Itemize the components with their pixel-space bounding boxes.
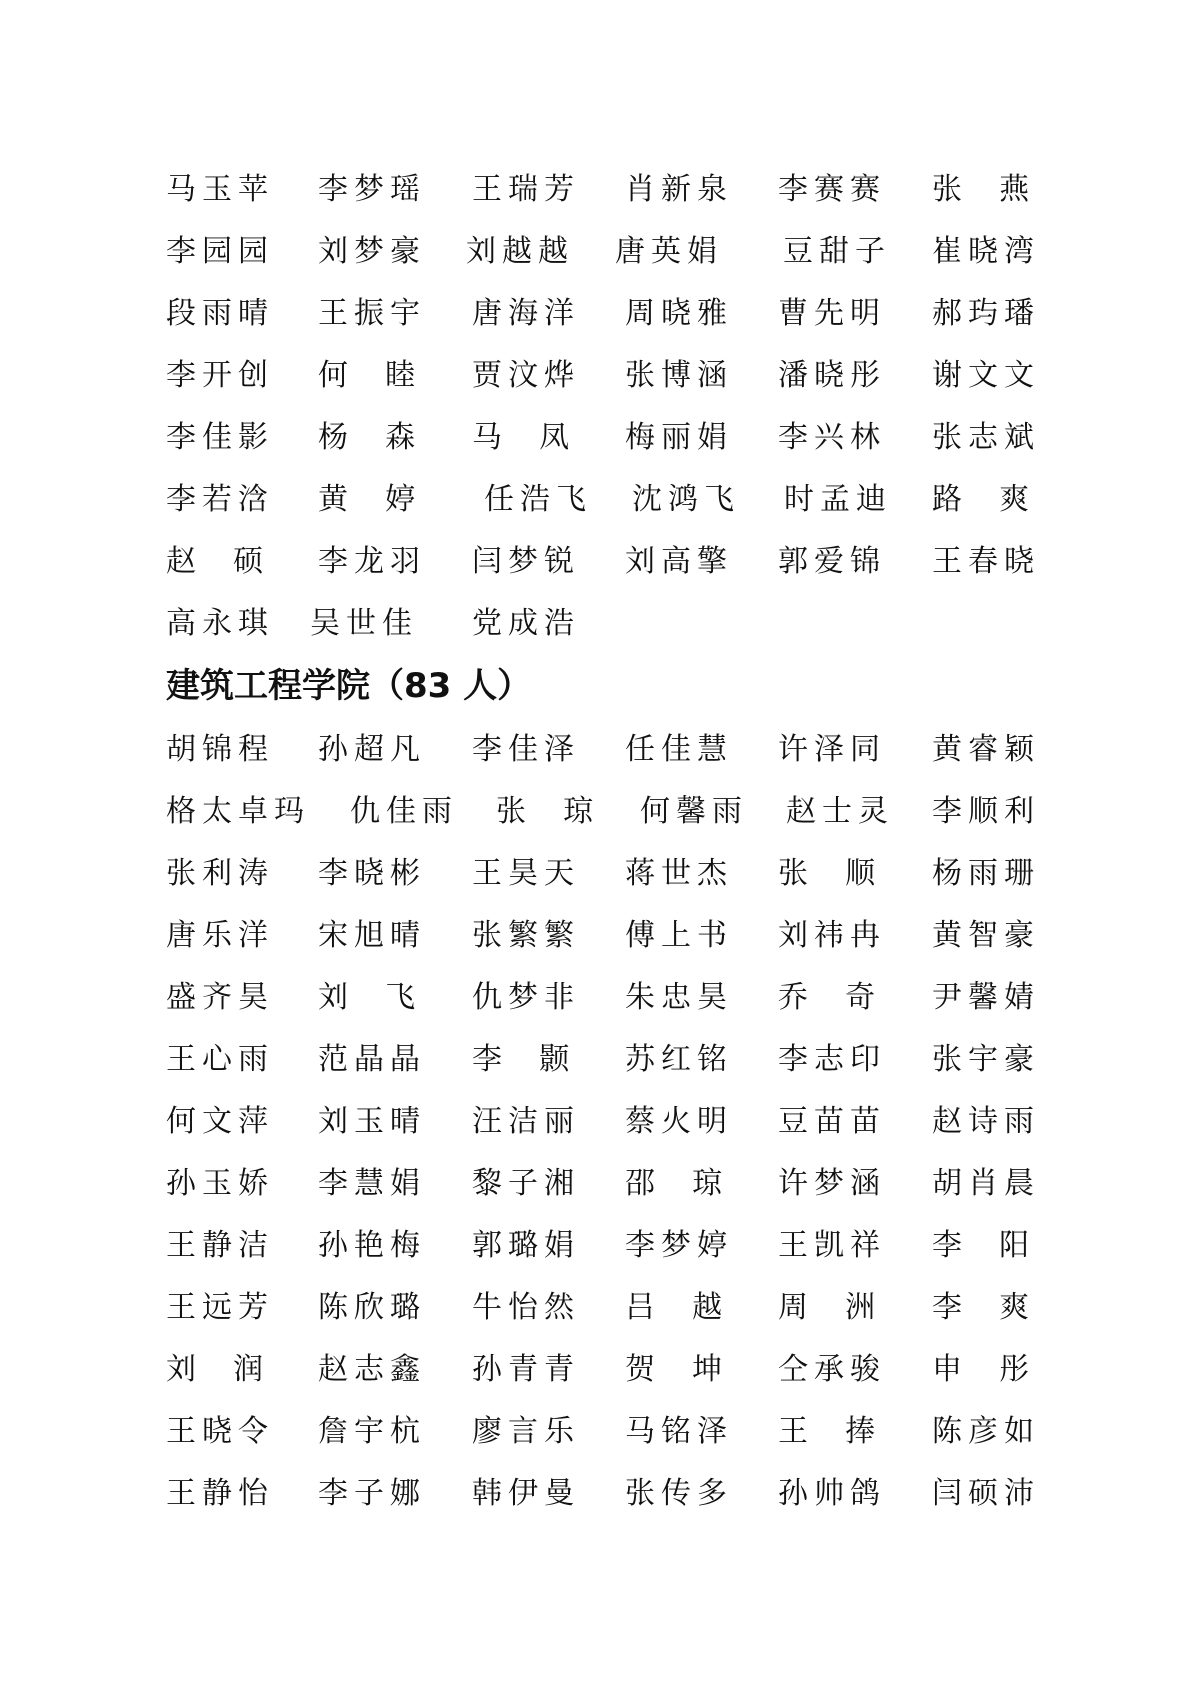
- person-name: 何 睦: [318, 358, 422, 393]
- person-name: 李兴林: [778, 420, 886, 455]
- person-name: 黎子湘: [472, 1166, 580, 1201]
- person-name: 李龙羽: [318, 544, 426, 579]
- person-name: 李佳泽: [472, 732, 580, 767]
- person-name: 刘高擎: [625, 544, 733, 579]
- person-name: 路 爽: [932, 482, 1036, 517]
- person-name: 李若浛: [166, 482, 274, 517]
- person-name: 王静怡: [166, 1476, 274, 1511]
- person-name: 李赛赛: [778, 172, 886, 207]
- person-name: 范晶晶: [318, 1042, 426, 1077]
- person-name: 仇梦非: [472, 980, 580, 1015]
- person-name: 周 洲: [778, 1290, 882, 1325]
- person-name: 李 爽: [932, 1290, 1036, 1325]
- person-name: 贺 坤: [625, 1352, 729, 1387]
- person-name: 李顺利: [932, 794, 1040, 829]
- person-name: 刘越越: [466, 234, 574, 269]
- person-name: 黄智豪: [932, 918, 1040, 953]
- person-name: 黄 婷: [318, 482, 422, 517]
- person-name: 盛齐昊: [166, 980, 274, 1015]
- person-name: 孙玉娇: [166, 1166, 274, 1201]
- person-name: 黄睿颖: [932, 732, 1040, 767]
- person-name: 许梦涵: [778, 1166, 886, 1201]
- person-name: 蒋世杰: [625, 856, 733, 891]
- person-name: 仝承骏: [778, 1352, 886, 1387]
- person-name: 张 琼: [496, 794, 600, 829]
- person-name: 尹馨婧: [932, 980, 1040, 1015]
- person-name: 张繁繁: [472, 918, 580, 953]
- person-name: 时孟迪: [784, 482, 892, 517]
- person-name: 苏红铭: [625, 1042, 733, 1077]
- person-name: 王 捧: [778, 1414, 882, 1449]
- person-name: 刘梦豪: [318, 234, 426, 269]
- person-name: 郭璐娟: [472, 1228, 580, 1263]
- person-name: 张志斌: [932, 420, 1040, 455]
- person-name: 张宇豪: [932, 1042, 1040, 1077]
- person-name: 张 燕: [932, 172, 1036, 207]
- person-name: 胡锦程: [166, 732, 274, 767]
- person-name: 王昊天: [472, 856, 580, 891]
- person-name: 闫梦锐: [472, 544, 580, 579]
- person-name: 刘祎冉: [778, 918, 886, 953]
- person-name: 党成浩: [472, 606, 580, 641]
- person-name: 傅上书: [625, 918, 733, 953]
- person-name: 崔晓湾: [932, 234, 1040, 269]
- person-name: 郝玙璠: [932, 296, 1040, 331]
- person-name: 宋旭晴: [318, 918, 426, 953]
- person-name: 乔 奇: [778, 980, 882, 1015]
- person-name: 唐乐洋: [166, 918, 274, 953]
- person-name: 李园园: [166, 234, 274, 269]
- person-name: 贾汶烨: [472, 358, 580, 393]
- person-name: 赵士灵: [786, 794, 894, 829]
- person-name: 肖新泉: [625, 172, 733, 207]
- person-name: 杨雨珊: [932, 856, 1040, 891]
- person-name: 唐英娟: [615, 234, 723, 269]
- person-name: 李开创: [166, 358, 274, 393]
- person-name: 何馨雨: [640, 794, 748, 829]
- person-name: 豆甜子: [783, 234, 891, 269]
- person-name: 牛怡然: [472, 1290, 580, 1325]
- person-name: 王凯祥: [778, 1228, 886, 1263]
- section-heading: 建筑工程学院（83 人）: [166, 666, 532, 706]
- person-name: 王振宇: [318, 296, 426, 331]
- person-name: 仇佳雨: [350, 794, 458, 829]
- person-name: 吴世佳: [310, 606, 418, 641]
- person-name: 李晓彬: [318, 856, 426, 891]
- person-name: 詹宇杭: [318, 1414, 426, 1449]
- person-name: 唐海洋: [472, 296, 580, 331]
- person-name: 周晓雅: [625, 296, 733, 331]
- person-name: 蔡火明: [625, 1104, 733, 1139]
- person-name: 任浩飞: [484, 482, 592, 517]
- person-name: 闫硕沛: [932, 1476, 1040, 1511]
- person-name: 李慧娟: [318, 1166, 426, 1201]
- person-name: 韩伊曼: [472, 1476, 580, 1511]
- person-name: 陈欣璐: [318, 1290, 426, 1325]
- person-name: 马玉苹: [166, 172, 274, 207]
- person-name: 李 阳: [932, 1228, 1036, 1263]
- person-name: 汪洁丽: [472, 1104, 580, 1139]
- person-name: 王远芳: [166, 1290, 274, 1325]
- person-name: 马铭泽: [625, 1414, 733, 1449]
- person-name: 李志印: [778, 1042, 886, 1077]
- person-name: 邵 琼: [625, 1166, 729, 1201]
- person-name: 王心雨: [166, 1042, 274, 1077]
- person-name: 赵诗雨: [932, 1104, 1040, 1139]
- person-name: 高永琪: [166, 606, 274, 641]
- person-name: 李佳影: [166, 420, 274, 455]
- person-name: 格太卓玛: [166, 794, 310, 829]
- person-name: 李梦婷: [625, 1228, 733, 1263]
- person-name: 沈鸿飞: [632, 482, 740, 517]
- person-name: 赵志鑫: [318, 1352, 426, 1387]
- person-name: 赵 硕: [166, 544, 270, 579]
- person-name: 王春晓: [932, 544, 1040, 579]
- person-name: 张传多: [625, 1476, 733, 1511]
- person-name: 李 颢: [472, 1042, 576, 1077]
- person-name: 张利涛: [166, 856, 274, 891]
- person-name: 谢文文: [932, 358, 1040, 393]
- person-name: 刘玉晴: [318, 1104, 426, 1139]
- person-name: 许泽同: [778, 732, 886, 767]
- person-name: 潘晓彤: [778, 358, 886, 393]
- person-name: 李梦瑶: [318, 172, 426, 207]
- person-name: 刘 润: [166, 1352, 270, 1387]
- person-name: 李子娜: [318, 1476, 426, 1511]
- person-name: 马 凤: [472, 420, 576, 455]
- person-name: 廖言乐: [472, 1414, 580, 1449]
- person-name: 豆苗苗: [778, 1104, 886, 1139]
- person-name: 杨 森: [318, 420, 422, 455]
- person-name: 何文萍: [166, 1104, 274, 1139]
- person-name: 孙青青: [472, 1352, 580, 1387]
- person-name: 胡肖晨: [932, 1166, 1040, 1201]
- person-name: 郭爱锦: [778, 544, 886, 579]
- person-name: 王晓令: [166, 1414, 274, 1449]
- person-name: 王瑞芳: [472, 172, 580, 207]
- person-name: 申 彤: [932, 1352, 1036, 1387]
- person-name: 张博涵: [625, 358, 733, 393]
- person-name: 朱忠昊: [625, 980, 733, 1015]
- person-name: 孙帅鸽: [778, 1476, 886, 1511]
- person-name: 梅丽娟: [625, 420, 733, 455]
- person-name: 孙超凡: [318, 732, 426, 767]
- person-name: 段雨晴: [166, 296, 274, 331]
- person-name: 刘 飞: [318, 980, 422, 1015]
- person-name: 任佳慧: [625, 732, 733, 767]
- person-name: 陈彦如: [932, 1414, 1040, 1449]
- person-name: 吕 越: [625, 1290, 729, 1325]
- person-name: 张 顺: [778, 856, 882, 891]
- person-name: 王静洁: [166, 1228, 274, 1263]
- person-name: 曹先明: [778, 296, 886, 331]
- person-name: 孙艳梅: [318, 1228, 426, 1263]
